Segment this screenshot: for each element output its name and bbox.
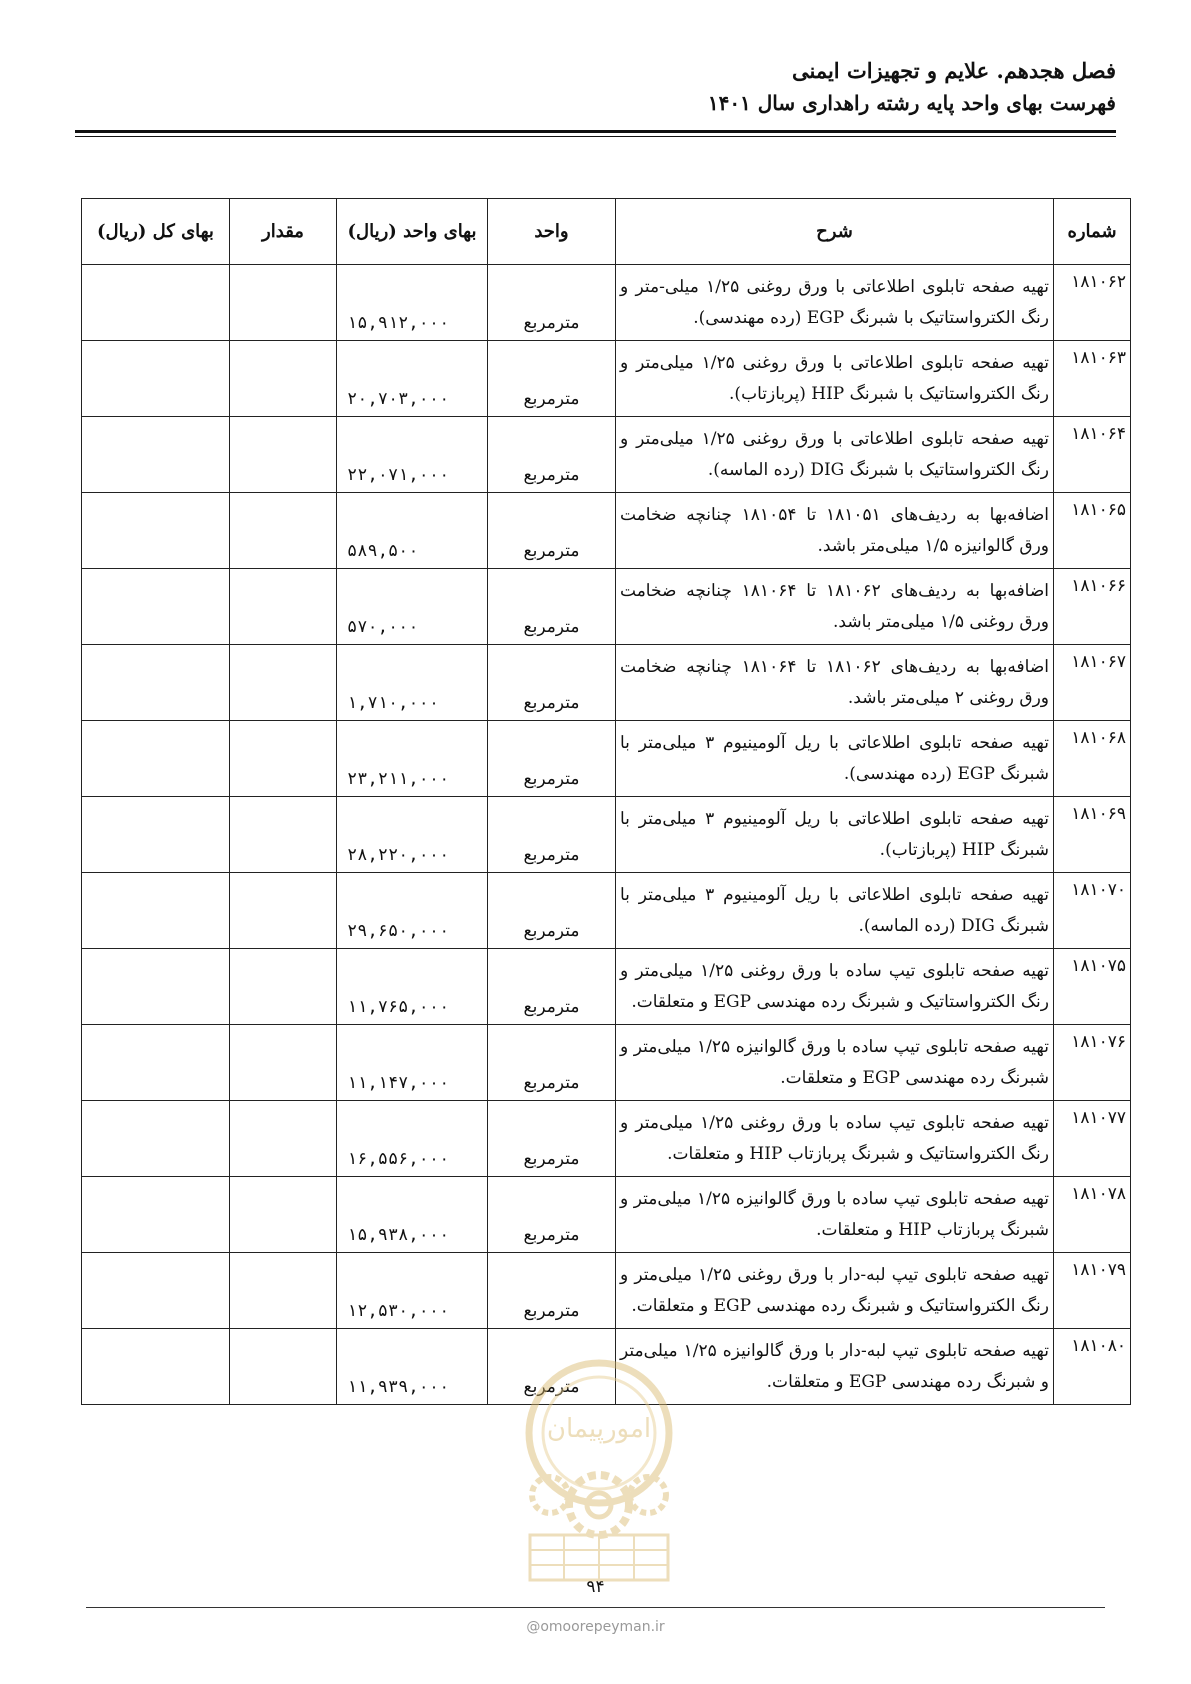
row-unit: مترمربع — [488, 1101, 616, 1177]
row-total-price — [82, 721, 230, 797]
row-quantity — [230, 873, 337, 949]
row-unit-price: ۵۷۰,۰۰۰ — [337, 569, 488, 645]
table-row — [82, 873, 1131, 949]
column-header-unit: واحد — [488, 199, 616, 265]
row-total-price — [82, 341, 230, 417]
row-unit-price: ۱۵,۹۱۲,۰۰۰ — [337, 265, 488, 341]
row-total-price — [82, 873, 230, 949]
page-number: ۹۴ — [586, 1577, 605, 1597]
chapter-title: فصل هجدهم. علایم و تجهیزات ایمنی — [791, 58, 1116, 83]
row-unit: مترمربع — [488, 645, 616, 721]
row-quantity — [230, 417, 337, 493]
table-row — [82, 1177, 1131, 1253]
row-number: ۱۸۱۰۶۶ — [1054, 569, 1131, 645]
row-quantity — [230, 1253, 337, 1329]
row-description: تهیه صفحه تابلوی تیپ ساده با ورق روغنی ۱/۲۵ میلی‌متر و رنگ الکترواستاتیک و شبرنگ رده مهندسی EGP و متعلقات. — [616, 949, 1054, 1025]
row-unit: مترمربع — [488, 721, 616, 797]
website-credit: @omoorepeyman.ir — [526, 1619, 665, 1635]
page-header — [75, 55, 1116, 119]
row-number: ۱۸۱۰۶۷ — [1054, 645, 1131, 721]
row-number: ۱۸۱۰۷۸ — [1054, 1177, 1131, 1253]
row-unit-price: ۵۸۹,۵۰۰ — [337, 493, 488, 569]
header-rule-thin — [75, 136, 1116, 137]
row-total-price — [82, 1025, 230, 1101]
row-description: تهیه صفحه تابلوی اطلاعاتی با ورق روغنی ۱/۲۵ میلی‌متر و رنگ الکترواستاتیک با شبرنگ DIG (رده الماسه). — [616, 417, 1054, 493]
row-total-price — [82, 1253, 230, 1329]
table-header-row — [82, 199, 1131, 265]
row-number: ۱۸۱۰۶۹ — [1054, 797, 1131, 873]
row-unit: مترمربع — [488, 1253, 616, 1329]
row-quantity — [230, 1329, 337, 1405]
row-unit-price: ۱,۷۱۰,۰۰۰ — [337, 645, 488, 721]
row-total-price — [82, 265, 230, 341]
row-total-price — [82, 1177, 230, 1253]
column-header-total-price: بهای کل (ریال) — [82, 199, 230, 265]
row-unit: مترمربع — [488, 1329, 616, 1405]
row-unit: مترمربع — [488, 417, 616, 493]
row-description: اضافه‌بها به ردیف‌های ۱۸۱۰۶۲ تا ۱۸۱۰۶۴ چنانچه ضخامت ورق روغنی ۲ میلی‌متر باشد. — [616, 645, 1054, 721]
row-description: تهیه صفحه تابلوی اطلاعاتی با ریل آلومینیوم ۳ میلی‌متر با شبرنگ DIG (رده الماسه). — [616, 873, 1054, 949]
column-header-unit-price: بهای واحد (ریال) — [337, 199, 488, 265]
row-unit-price: ۲۳,۲۱۱,۰۰۰ — [337, 721, 488, 797]
row-quantity — [230, 493, 337, 569]
row-quantity — [230, 569, 337, 645]
row-quantity — [230, 721, 337, 797]
row-total-price — [82, 1329, 230, 1405]
row-description: تهیه صفحه تابلوی تیپ لبه-دار با ورق روغنی ۱/۲۵ میلی‌متر و رنگ الکترواستاتیک و شبرنگ رده مهندسی EGP و متعلقات. — [616, 1253, 1054, 1329]
row-number: ۱۸۱۰۷۹ — [1054, 1253, 1131, 1329]
row-number: ۱۸۱۰۷۷ — [1054, 1101, 1131, 1177]
row-number: ۱۸۱۰۷۵ — [1054, 949, 1131, 1025]
row-unit-price: ۲۲,۰۷۱,۰۰۰ — [337, 417, 488, 493]
row-unit: مترمربع — [488, 1177, 616, 1253]
column-header-number: شماره — [1054, 199, 1131, 265]
row-total-price — [82, 645, 230, 721]
row-unit-price: ۱۲,۵۳۰,۰۰۰ — [337, 1253, 488, 1329]
row-description: تهیه صفحه تابلوی تیپ ساده با ورق گالوانیزه ۱/۲۵ میلی‌متر و شبرنگ رده مهندسی EGP و متعلقات. — [616, 1025, 1054, 1101]
watermark-text: امورپیمان — [546, 1414, 652, 1444]
row-description: اضافه‌بها به ردیف‌های ۱۸۱۰۵۱ تا ۱۸۱۰۵۴ چنانچه ضخامت ورق گالوانیزه ۱/۵ میلی‌متر باشد. — [616, 493, 1054, 569]
table-row — [82, 417, 1131, 493]
row-unit: مترمربع — [488, 341, 616, 417]
table-row — [82, 341, 1131, 417]
row-number: ۱۸۱۰۶۵ — [1054, 493, 1131, 569]
row-number: ۱۸۱۰۶۳ — [1054, 341, 1131, 417]
row-unit-price: ۲۸,۲۲۰,۰۰۰ — [337, 797, 488, 873]
row-unit: مترمربع — [488, 569, 616, 645]
row-description: اضافه‌بها به ردیف‌های ۱۸۱۰۶۲ تا ۱۸۱۰۶۴ چنانچه ضخامت ورق روغنی ۱/۵ میلی‌متر باشد. — [616, 569, 1054, 645]
table-row — [82, 949, 1131, 1025]
table-row — [82, 493, 1131, 569]
row-number: ۱۸۱۰۷۰ — [1054, 873, 1131, 949]
row-unit: مترمربع — [488, 265, 616, 341]
row-description: تهیه صفحه تابلوی اطلاعاتی با ورق روغنی ۱/۲۵ میلی-متر و رنگ الکترواستاتیک با شبرنگ EGP (رده مهندسی). — [616, 265, 1054, 341]
table-row — [82, 797, 1131, 873]
header-rule-thick — [75, 130, 1116, 133]
row-unit: مترمربع — [488, 949, 616, 1025]
row-description: تهیه صفحه تابلوی اطلاعاتی با ریل آلومینیوم ۳ میلی‌متر با شبرنگ EGP (رده مهندسی). — [616, 721, 1054, 797]
row-total-price — [82, 493, 230, 569]
row-unit-price: ۱۵,۹۳۸,۰۰۰ — [337, 1177, 488, 1253]
row-number: ۱۸۱۰۷۶ — [1054, 1025, 1131, 1101]
row-unit-price: ۱۱,۹۳۹,۰۰۰ — [337, 1329, 488, 1405]
row-quantity — [230, 265, 337, 341]
table-row — [82, 645, 1131, 721]
footer-rule — [86, 1607, 1105, 1608]
row-quantity — [230, 797, 337, 873]
row-quantity — [230, 1025, 337, 1101]
row-unit-price: ۱۱,۱۴۷,۰۰۰ — [337, 1025, 488, 1101]
table-row — [82, 1025, 1131, 1101]
row-total-price — [82, 569, 230, 645]
table-row — [82, 1253, 1131, 1329]
row-unit: مترمربع — [488, 797, 616, 873]
table-row — [82, 1101, 1131, 1177]
row-quantity — [230, 1177, 337, 1253]
row-description: تهیه صفحه تابلوی اطلاعاتی با ورق روغنی ۱/۲۵ میلی‌متر و رنگ الکترواستاتیک با شبرنگ HIP (پربازتاب). — [616, 341, 1054, 417]
table-row — [82, 569, 1131, 645]
row-unit-price: ۲۹,۶۵۰,۰۰۰ — [337, 873, 488, 949]
row-unit: مترمربع — [488, 493, 616, 569]
document-subtitle: فهرست بهای واحد پایه رشته راهداری سال ۱۴۰۱ — [707, 91, 1116, 115]
row-quantity — [230, 949, 337, 1025]
row-total-price — [82, 1101, 230, 1177]
column-header-description: شرح — [616, 199, 1054, 265]
row-number: ۱۸۱۰۸۰ — [1054, 1329, 1131, 1405]
row-unit-price: ۱۶,۵۵۶,۰۰۰ — [337, 1101, 488, 1177]
table-row — [82, 721, 1131, 797]
row-total-price — [82, 417, 230, 493]
row-total-price — [82, 797, 230, 873]
price-table — [81, 198, 1131, 1405]
row-quantity — [230, 1101, 337, 1177]
row-description: تهیه صفحه تابلوی تیپ ساده با ورق گالوانیزه ۱/۲۵ میلی‌متر و شبرنگ پربازتاب HIP و متعلقات. — [616, 1177, 1054, 1253]
row-total-price — [82, 949, 230, 1025]
row-number: ۱۸۱۰۶۸ — [1054, 721, 1131, 797]
row-number: ۱۸۱۰۶۲ — [1054, 265, 1131, 341]
row-number: ۱۸۱۰۶۴ — [1054, 417, 1131, 493]
row-unit-price: ۱۱,۷۶۵,۰۰۰ — [337, 949, 488, 1025]
row-unit: مترمربع — [488, 1025, 616, 1101]
row-unit: مترمربع — [488, 873, 616, 949]
row-description: تهیه صفحه تابلوی تیپ لبه-دار با ورق گالوانیزه ۱/۲۵ میلی‌متر و شبرنگ رده مهندسی EGP و متعلقات. — [616, 1329, 1054, 1405]
column-header-quantity: مقدار — [230, 199, 337, 265]
row-quantity — [230, 645, 337, 721]
table-row — [82, 1329, 1131, 1405]
row-quantity — [230, 341, 337, 417]
table-row — [82, 265, 1131, 341]
row-unit-price: ۲۰,۷۰۳,۰۰۰ — [337, 341, 488, 417]
row-description: تهیه صفحه تابلوی تیپ ساده با ورق روغنی ۱/۲۵ میلی‌متر و رنگ الکترواستاتیک و شبرنگ پربازتاب HIP و متعلقات. — [616, 1101, 1054, 1177]
row-description: تهیه صفحه تابلوی اطلاعاتی با ریل آلومینیوم ۳ میلی‌متر با شبرنگ HIP (پربازتاب). — [616, 797, 1054, 873]
